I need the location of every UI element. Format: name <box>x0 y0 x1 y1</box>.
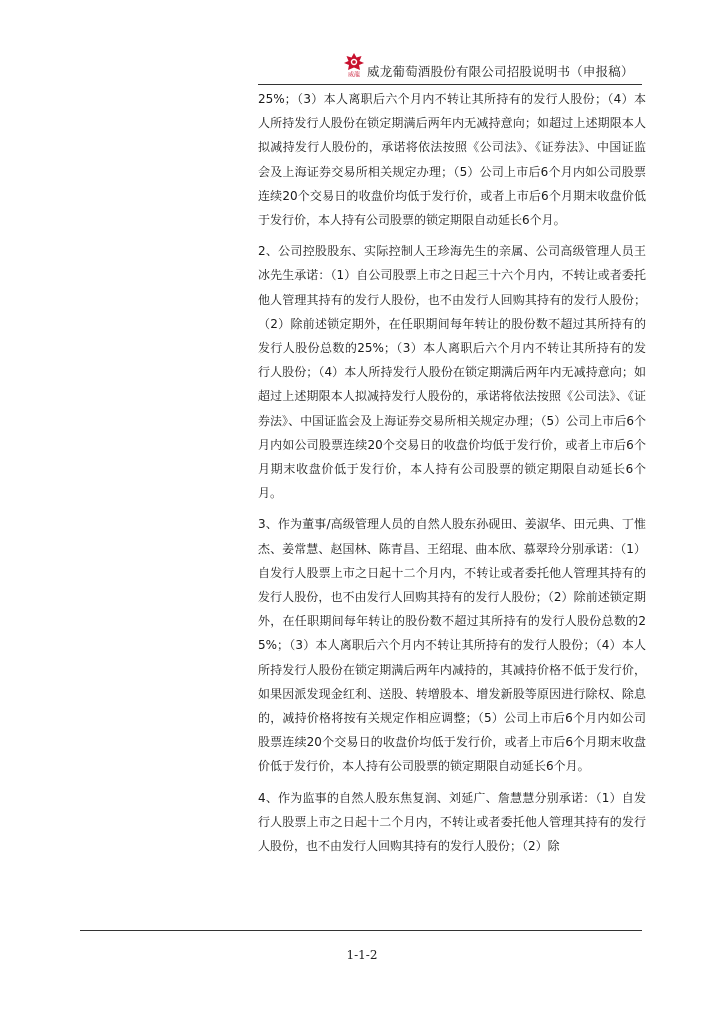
page-header <box>0 0 724 92</box>
weilong-logo-icon <box>340 52 368 78</box>
document-body <box>258 87 646 865</box>
logo-text: 威龍 <box>347 71 361 78</box>
paragraph-4: 4、作为监事的自然人股东焦复润、刘延广、詹慧慧分别承诺：（1）自发行人股票上市之日起十二个月内，不转让或者委托他人管理其持有的发行人股份，也不由发行人回购其持有的发行人股份；（2）除 <box>258 790 646 854</box>
paragraph-3: 3、作为董事/高级管理人员的自然人股东孙砚田、姜淑华、田元典、丁惟杰、姜常慧、赵国林、陈青昌、王绍琨、曲本欣、慕翠玲分别承诺：（1）自发行人股票上市之日起十二个月内，不转让或者委托他人管理其持有的发行人股份，也不由发行人回购其持有的发行人股份；（2）除前述锁定期外，在任职期间每年转让的股份数不超过其所持有的发行人股份总数的25%；（3）本人离职后六个月内不转让其所持有的发行人股份；（4）本人所持发行人股份在锁定期满后两年内减持的，其减持价格不低于发行价，如果因派发现金红利、送股、转增股本、增发新股等原因进行除权、除息的，减持价格将按有关规定作相应调整；（5）公司上市后6个月内如公司股票连续20个交易日的收盘价均低于发行价，或者上市后6个月期末收盘价低于发行价，本人持有公司股票的锁定期限自动延长6个月。 <box>258 517 646 774</box>
paragraph-1: 25%；（3）本人离职后六个月内不转让其所持有的发行人股份；（4）本人所持发行人股份在锁定期满后两年内无减持意向；如超过上述期限本人拟减持发行人股份的，承诺将依法按照《公司法》、《证券法》、中国证监会及上海证券交易所相关规定办理；（5）公司上市后6个月内如公司股票连续20个交易日的收盘价均低于发行价，或者上市后6个月期末收盘价低于发行价，本人持有公司股票的锁定期限自动延长6个月。 <box>258 92 646 228</box>
document-header-title: 威龙葡萄酒股份有限公司招股说明书（申报稿） <box>367 64 634 79</box>
page-number: 1-1-2 <box>346 948 378 962</box>
paragraph-2: 2、公司控股股东、实际控制人王珍海先生的亲属、公司高级管理人员王冰先生承诺：（1）自公司股票上市之日起三十六个月内，不转让或者委托他人管理其持有的发行人股份，也不由发行人回购其持有的发行人股份；（2）除前述锁定期外，在任职期间每年转让的股份数不超过其所持有的发行人股份总数的25%；（3）本人离职后六个月内不转让其所持有的发行人股份；（4）本人所持发行人股份在锁定期满后两年内无减持意向；如超过上述期限本人拟减持发行人股份的，承诺将依法按照《公司法》、《证券法》、中国证监会及上海证券交易所相关规定办理；（5）公司上市后6个月内如公司股票连续20个交易日的收盘价均低于发行价，或者上市后6个月期末收盘价低于发行价，本人持有公司股票的锁定期限自动延长6个月。 <box>258 244 646 501</box>
header-divider <box>258 84 642 85</box>
footer-divider <box>80 930 642 931</box>
